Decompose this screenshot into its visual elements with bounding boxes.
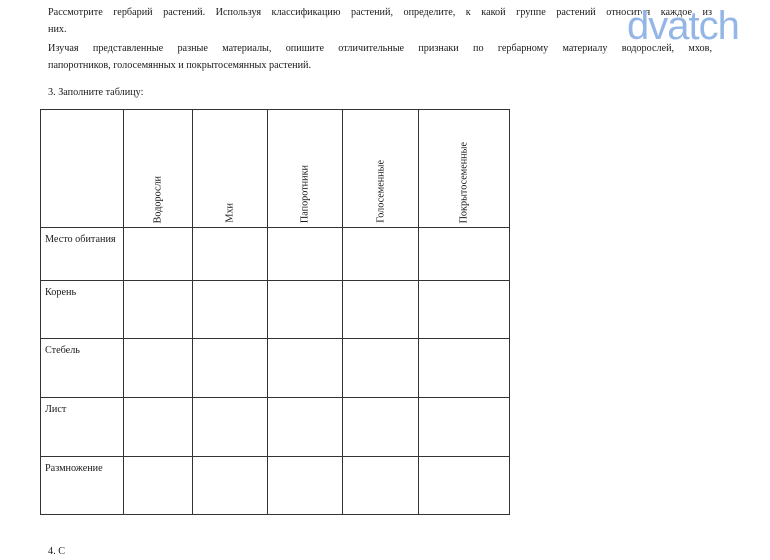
table-cell[interactable]	[124, 398, 193, 457]
plant-comparison-table	[40, 109, 510, 515]
intro-paragraph	[48, 4, 712, 38]
row-label-leaf: Лист	[41, 398, 124, 457]
column-header-mosses: Мхи	[193, 110, 268, 228]
table-cell[interactable]	[124, 228, 193, 281]
table-header-row	[41, 110, 510, 228]
intro-line-2: них.	[48, 24, 67, 35]
column-header-gymnosperms: Голосеменные	[343, 110, 419, 228]
table-cell[interactable]	[343, 339, 419, 398]
table-cell[interactable]	[419, 339, 510, 398]
row-label-stem: Стебель	[41, 339, 124, 398]
instruction-line-2: папоротников, голосемянных и покрытосемянных растений.	[48, 60, 312, 71]
table-cell[interactable]	[419, 281, 510, 339]
table-cell[interactable]	[268, 228, 343, 281]
table-cell[interactable]	[268, 339, 343, 398]
instruction-paragraph	[48, 40, 712, 74]
table-cell[interactable]	[124, 281, 193, 339]
table-cell[interactable]	[419, 398, 510, 457]
table-cell[interactable]	[268, 398, 343, 457]
row-label-reproduction: Размножение	[41, 457, 124, 515]
instruction-line-1: Изучая представленные разные материалы, опишите отличительные признаки по гербарному материалу водорослей, мхов,	[48, 43, 712, 54]
watermark-logo: dvatch	[627, 4, 739, 48]
row-label-habitat: Место обитания	[41, 228, 124, 281]
table-row	[41, 281, 510, 339]
table-cell[interactable]	[193, 457, 268, 515]
table-cell[interactable]	[419, 228, 510, 281]
column-header-angiosperms: Покрытосеменные	[419, 110, 510, 228]
table-cell[interactable]	[124, 457, 193, 515]
task-heading: 3. Заполните таблицу:	[48, 87, 144, 98]
table-row	[41, 398, 510, 457]
table-cell[interactable]	[343, 228, 419, 281]
column-header-algae: Водоросли	[124, 110, 193, 228]
table-cell[interactable]	[268, 457, 343, 515]
table-cell[interactable]	[419, 457, 510, 515]
table-cell[interactable]	[193, 398, 268, 457]
table-cell[interactable]	[193, 281, 268, 339]
table-row	[41, 339, 510, 398]
row-label-root: Корень	[41, 281, 124, 339]
table-corner-cell	[41, 110, 124, 228]
column-header-ferns: Папоротники	[268, 110, 343, 228]
table-cell[interactable]	[268, 281, 343, 339]
table-row	[41, 228, 510, 281]
intro-line-1: Рассмотрите гербарий растений. Используя классификацию растений, определите, к какой группе растений относится каждое из	[48, 7, 712, 18]
table-cell[interactable]	[343, 398, 419, 457]
table-cell[interactable]	[193, 339, 268, 398]
next-task-number: 4. С	[48, 546, 65, 557]
table-row	[41, 457, 510, 515]
table-cell[interactable]	[124, 339, 193, 398]
table-cell[interactable]	[343, 281, 419, 339]
table-cell[interactable]	[343, 457, 419, 515]
table-cell[interactable]	[193, 228, 268, 281]
